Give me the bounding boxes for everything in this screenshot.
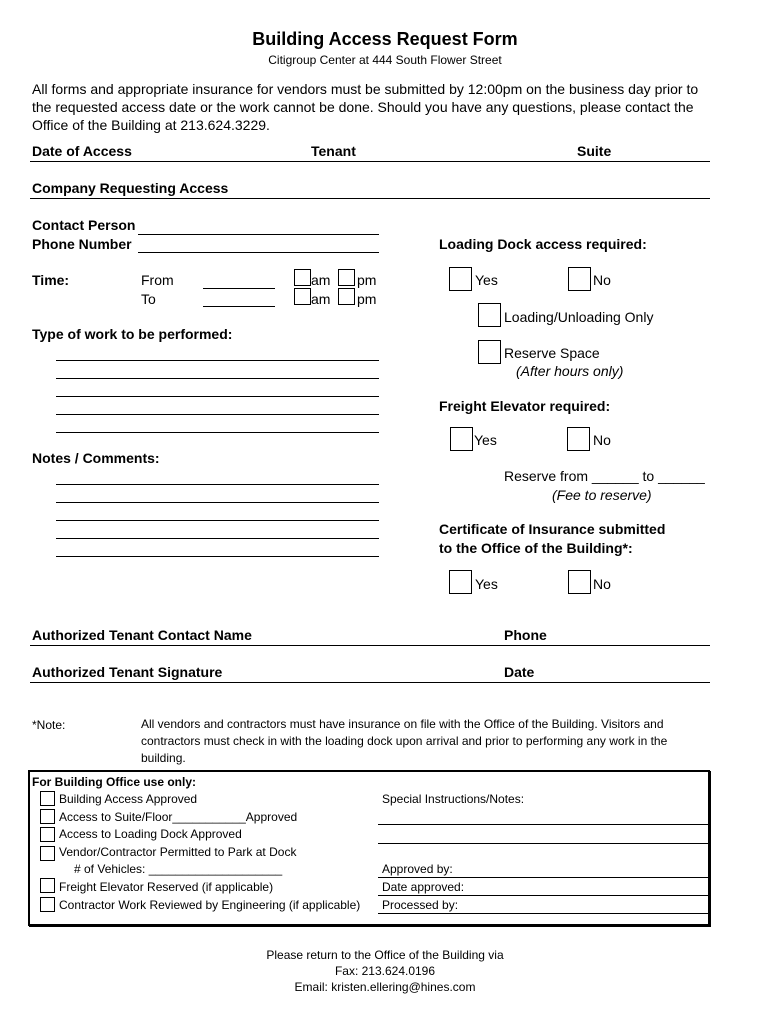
loading-dock-no-checkbox[interactable]: [568, 267, 591, 291]
park-at-dock-checkbox[interactable]: [40, 846, 55, 861]
to-am-label: am: [311, 291, 331, 307]
notes-line-2[interactable]: [56, 502, 379, 503]
processed-by-field[interactable]: [378, 913, 708, 914]
office-use-heading: For Building Office use only:: [32, 775, 197, 789]
notes-line-5[interactable]: [56, 556, 379, 557]
date-of-access-label: Date of Access: [32, 143, 132, 159]
note-line-1: All vendors and contractors must have insurance on file with the Office of the Building. Visitors and: [141, 717, 664, 731]
authorized-date-label: Date: [504, 664, 535, 680]
freight-reserved-checkbox[interactable]: [40, 878, 55, 893]
certificate-heading-1: Certificate of Insurance submitted: [439, 521, 666, 537]
loading-dock-heading: Loading Dock access required:: [439, 236, 647, 252]
contact-person-label: Contact Person: [32, 217, 136, 233]
freight-no-label: No: [593, 432, 611, 448]
approved-by-label: Approved by:: [382, 862, 453, 876]
certificate-no-checkbox[interactable]: [568, 570, 591, 594]
type-of-work-line-4[interactable]: [56, 414, 379, 415]
from-am-label: am: [311, 272, 331, 288]
phone-number-field[interactable]: [138, 252, 379, 253]
freight-no-checkbox[interactable]: [567, 427, 590, 451]
building-access-approved-label: Building Access Approved: [59, 792, 198, 806]
footer-line-1: Please return to the Office of the Building via: [266, 948, 504, 962]
reserve-space-label: Reserve Space: [504, 345, 600, 361]
page-subtitle: Citigroup Center at 444 South Flower Street: [268, 53, 502, 67]
suite-floor-approved-label: Access to Suite/Floor___________Approved: [59, 810, 298, 824]
intro-line-2: the requested access date or the work cannot be done. Should you have any questions, please contact the: [32, 99, 694, 115]
building-access-approved-checkbox[interactable]: [40, 791, 55, 806]
freight-reserved-label: Freight Elevator Reserved (if applicable): [59, 880, 274, 894]
loading-dock-approved-checkbox[interactable]: [40, 827, 55, 842]
certificate-heading-2: to the Office of the Building*:: [439, 540, 633, 556]
company-label: Company Requesting Access: [32, 180, 229, 196]
notes-line-4[interactable]: [56, 538, 379, 539]
vehicles-field[interactable]: # of Vehicles: ____________________: [74, 862, 283, 876]
from-am-checkbox[interactable]: [294, 269, 311, 286]
to-am-checkbox[interactable]: [294, 288, 311, 305]
certificate-yes-label: Yes: [475, 576, 498, 592]
from-field[interactable]: [203, 288, 275, 289]
loading-only-checkbox[interactable]: [478, 303, 501, 327]
intro-paragraph: [32, 80, 722, 134]
type-of-work-line-1[interactable]: [56, 360, 379, 361]
to-pm-label: pm: [357, 291, 377, 307]
freight-yes-checkbox[interactable]: [450, 427, 473, 451]
reserve-space-checkbox[interactable]: [478, 340, 501, 364]
company-field[interactable]: [30, 198, 710, 199]
special-instructions-line-2[interactable]: [378, 843, 708, 844]
type-of-work-line-2[interactable]: [56, 378, 379, 379]
suite-floor-approved-checkbox[interactable]: [40, 809, 55, 824]
phone-number-label: Phone Number: [32, 236, 132, 252]
authorized-signature-label: Authorized Tenant Signature: [32, 664, 223, 680]
to-field[interactable]: [203, 306, 275, 307]
footer-email[interactable]: Email: kristen.ellering@hines.com: [294, 980, 476, 994]
approved-by-field[interactable]: [378, 877, 708, 878]
from-pm-label: pm: [357, 272, 377, 288]
from-label: From: [141, 272, 174, 288]
date-approved-label: Date approved:: [382, 880, 465, 894]
date-approved-field[interactable]: [378, 895, 708, 896]
special-instructions-line-1[interactable]: [378, 824, 708, 825]
special-instructions-label: Special Instructions/Notes:: [382, 792, 525, 806]
freight-yes-label: Yes: [474, 432, 497, 448]
park-at-dock-label: Vendor/Contractor Permitted to Park at Dock: [59, 845, 297, 859]
page-title: Building Access Request Form: [252, 29, 518, 49]
reserve-from-field[interactable]: Reserve from ______ to ______: [504, 468, 705, 484]
note-text: [141, 716, 667, 767]
contractor-reviewed-checkbox[interactable]: [40, 897, 55, 912]
loading-dock-approved-label: Access to Loading Dock Approved: [59, 827, 242, 841]
time-label: Time:: [32, 272, 70, 288]
notes-line-1[interactable]: [56, 484, 379, 485]
processed-by-label: Processed by:: [382, 898, 459, 912]
type-of-work-label: Type of work to be performed:: [32, 326, 233, 342]
tenant-label: Tenant: [311, 143, 356, 159]
fee-note: (Fee to reserve): [552, 487, 652, 503]
note-line-2: contractors must check in with the loading dock upon arrival and prior to performing any work in the: [141, 734, 668, 748]
type-of-work-line-5[interactable]: [56, 432, 379, 433]
contractor-reviewed-label: Contractor Work Reviewed by Engineering (if applicable): [59, 898, 361, 912]
contact-person-field[interactable]: [138, 234, 379, 235]
intro-line-1: All forms and appropriate insurance for vendors must be submitted by 12:00pm on the business day prior to: [32, 81, 699, 97]
notes-line-3[interactable]: [56, 520, 379, 521]
notes-label: Notes / Comments:: [32, 450, 160, 466]
to-label: To: [141, 291, 156, 307]
loading-only-label: Loading/Unloading Only: [504, 309, 654, 325]
from-pm-checkbox[interactable]: [338, 269, 355, 286]
suite-label: Suite: [577, 143, 612, 159]
authorized-phone-label: Phone: [504, 627, 547, 643]
authorized-contact-name-label: Authorized Tenant Contact Name: [32, 627, 252, 643]
type-of-work-line-3[interactable]: [56, 396, 379, 397]
after-hours-note: (After hours only): [516, 363, 624, 379]
note-label: *Note:: [32, 718, 66, 732]
loading-dock-yes-label: Yes: [475, 272, 498, 288]
freight-elevator-heading: Freight Elevator required:: [439, 398, 611, 414]
certificate-yes-checkbox[interactable]: [449, 570, 472, 594]
to-pm-checkbox[interactable]: [338, 288, 355, 305]
note-line-3: building.: [141, 751, 186, 765]
authorized-contact-field[interactable]: [30, 645, 710, 646]
loading-dock-no-label: No: [593, 272, 611, 288]
date-tenant-suite-field[interactable]: [30, 161, 710, 162]
certificate-no-label: No: [593, 576, 611, 592]
intro-line-3: Office of the Building at 213.624.3229.: [32, 117, 270, 133]
loading-dock-yes-checkbox[interactable]: [449, 267, 472, 291]
footer-fax: Fax: 213.624.0196: [334, 964, 436, 978]
authorized-signature-field[interactable]: [30, 682, 710, 683]
